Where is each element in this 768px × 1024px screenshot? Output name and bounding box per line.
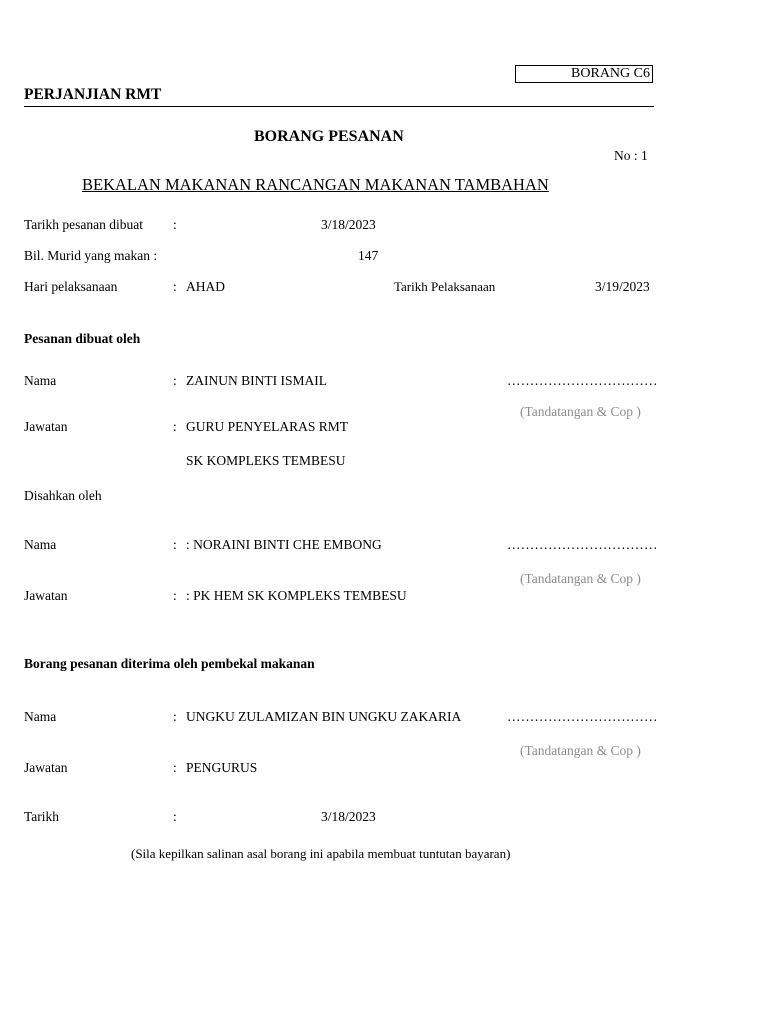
colon: : bbox=[173, 217, 177, 232]
order-date-label: Tarikh pesanan dibuat bbox=[24, 217, 144, 232]
approved-by-heading: Disahkan oleh bbox=[24, 488, 102, 503]
approved-by-position-value: : PK HEM SK KOMPLEKS TEMBESU bbox=[186, 588, 407, 603]
received-by-position-label: Jawatan bbox=[24, 760, 68, 775]
agreement-title: PERJANJIAN RMT bbox=[24, 86, 162, 103]
approved-by-name-value: : NORAINI BINTI CHE EMBONG bbox=[186, 537, 382, 552]
signature-line: …………………………… bbox=[507, 537, 658, 552]
colon: : bbox=[173, 709, 177, 724]
form-number: No : 1 bbox=[614, 148, 648, 163]
received-date-value: 3/18/2023 bbox=[321, 809, 376, 824]
colon: : bbox=[173, 373, 177, 388]
colon: : bbox=[173, 760, 177, 775]
colon: : bbox=[173, 588, 177, 603]
signature-note: (Tandatangan & Cop ) bbox=[520, 404, 641, 419]
ordered-by-name-value: ZAINUN BINTI ISMAIL bbox=[186, 373, 327, 388]
order-date-value: 3/18/2023 bbox=[321, 217, 376, 232]
ordered-by-heading: Pesanan dibuat oleh bbox=[24, 331, 141, 346]
signature-note: (Tandatangan & Cop ) bbox=[520, 743, 641, 758]
header-rule bbox=[24, 106, 654, 107]
approved-by-name-label: Nama bbox=[24, 537, 57, 552]
form-code-box: BORANG C6 bbox=[515, 65, 653, 83]
ordered-by-name-label: Nama bbox=[24, 373, 57, 388]
students-value: 147 bbox=[358, 248, 379, 263]
ordered-by-school: SK KOMPLEKS TEMBESU bbox=[186, 453, 346, 468]
colon: : bbox=[173, 419, 177, 434]
colon: : bbox=[173, 809, 177, 824]
form-title: BORANG PESANAN bbox=[254, 128, 404, 145]
ordered-by-position-label: Jawatan bbox=[24, 419, 68, 434]
students-label: Bil. Murid yang makan : bbox=[24, 248, 158, 263]
signature-note: (Tandatangan & Cop ) bbox=[520, 571, 641, 586]
footer-note: (Sila kepilkan salinan asal borang ini apabila membuat tuntutan bayaran) bbox=[131, 846, 511, 861]
received-by-name-value: UNGKU ZULAMIZAN BIN UNGKU ZAKARIA bbox=[186, 709, 462, 724]
received-by-position-value: PENGURUS bbox=[186, 760, 258, 775]
ordered-by-position-value: GURU PENYELARAS RMT bbox=[186, 419, 349, 434]
exec-date-value: 3/19/2023 bbox=[595, 279, 650, 294]
exec-date-label: Tarikh Pelaksanaan bbox=[394, 279, 496, 294]
signature-line: …………………………… bbox=[507, 709, 658, 724]
signature-line: …………………………… bbox=[507, 373, 658, 388]
day-value: AHAD bbox=[186, 279, 225, 294]
approved-by-position-label: Jawatan bbox=[24, 588, 68, 603]
form-subtitle: BEKALAN MAKANAN RANCANGAN MAKANAN TAMBAHAN bbox=[82, 175, 549, 194]
colon: : bbox=[173, 537, 177, 552]
received-by-heading: Borang pesanan diterima oleh pembekal makanan bbox=[24, 656, 315, 671]
received-date-label: Tarikh bbox=[24, 809, 60, 824]
received-by-name-label: Nama bbox=[24, 709, 57, 724]
colon: : bbox=[173, 279, 177, 294]
day-label: Hari pelaksanaan bbox=[24, 279, 118, 294]
